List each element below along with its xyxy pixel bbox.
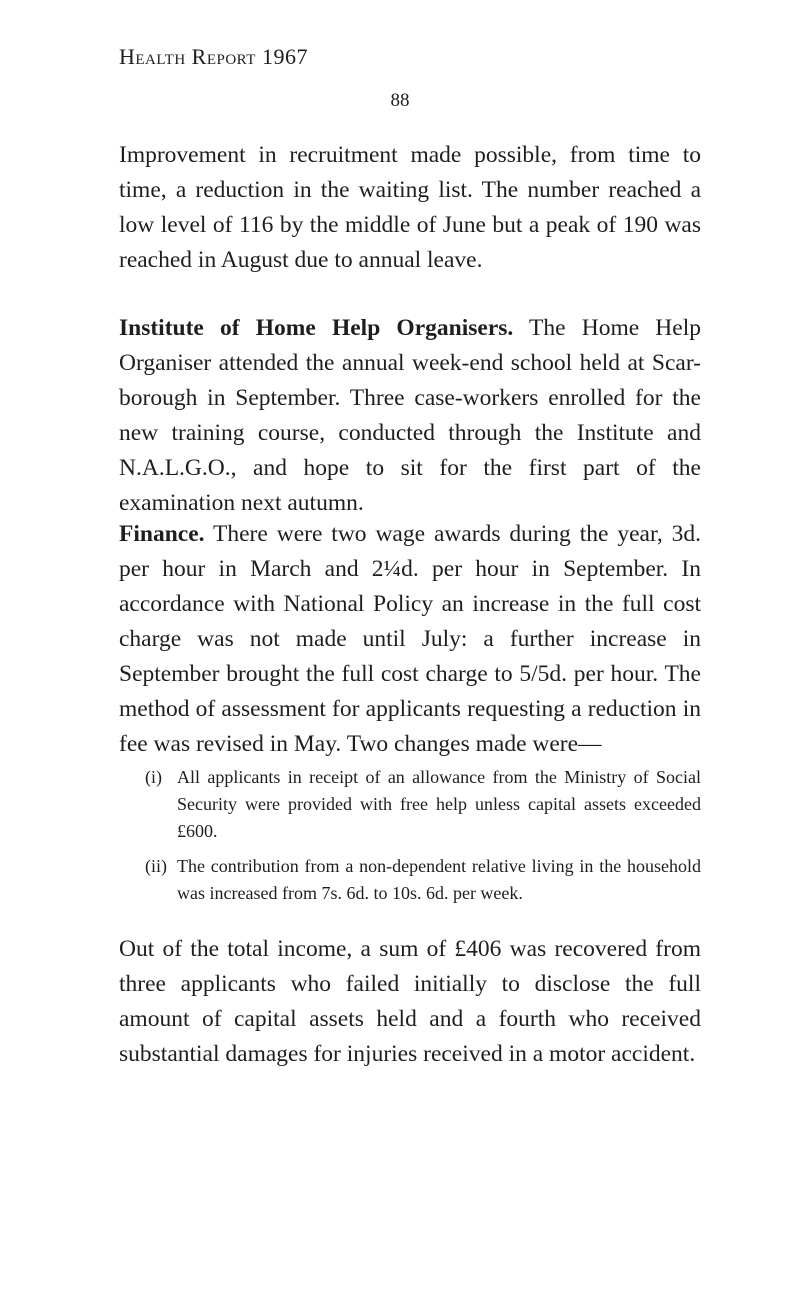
paragraph-institute xyxy=(119,311,701,521)
paragraph-recruitment: Improvement in recruitment made possible, from time to time, a reduction in the waiting list. The number reached a low level of 116 by the middle of June but a peak of 190 was reached in August due to annual leave. xyxy=(119,142,701,273)
paragraph-institute-text: The Home Help Organiser attended the annual week-end school held at Scar-borough in September. Three case-workers enrolled for the new training course, conducted through the Institute and N.A.L.G.O., and hope to sit for the first part of the examination next autumn. xyxy=(119,315,701,516)
running-head: Health Report 1967 xyxy=(119,44,308,69)
paragraph-finance-text: There were two wage awards during the year, 3d. per hour in March and 2¼d. per hour in September. In accordance with National Policy an increase in the full cost charge was not made until July: a further increase in September brought the full cost charge to 5/5d. per hour. The method of assessment for applicants requesting a reduction in fee was revised in May. Two changes made were— xyxy=(119,521,701,757)
changes-list xyxy=(145,764,701,915)
list-item-text: The contribution from a non-dependent relative living in the household was increased from 7s. 6d. to 10s. 6d. per week. xyxy=(177,856,701,903)
list-item-marker: (ii) xyxy=(145,856,167,876)
section-heading-institute: Institute of Home Help Organisers. xyxy=(119,315,514,341)
paragraph-total-income: Out of the total income, a sum of £406 was recovered from three applicants who failed initially to disclose the full amount of capital assets held and a fourth who received substantial damages for injuries received in a motor accident. xyxy=(119,936,701,1067)
list-item-marker: (i) xyxy=(145,767,162,787)
list-item xyxy=(145,853,701,907)
section-heading-finance: Finance. xyxy=(119,521,205,547)
paragraph-finance xyxy=(119,517,701,762)
page-number: 88 xyxy=(390,90,410,111)
list-item-text: All applicants in receipt of an allowance from the Ministry of Social Security were provided with free help unless capital assets exceeded £600. xyxy=(177,767,701,841)
list-item xyxy=(145,764,701,845)
